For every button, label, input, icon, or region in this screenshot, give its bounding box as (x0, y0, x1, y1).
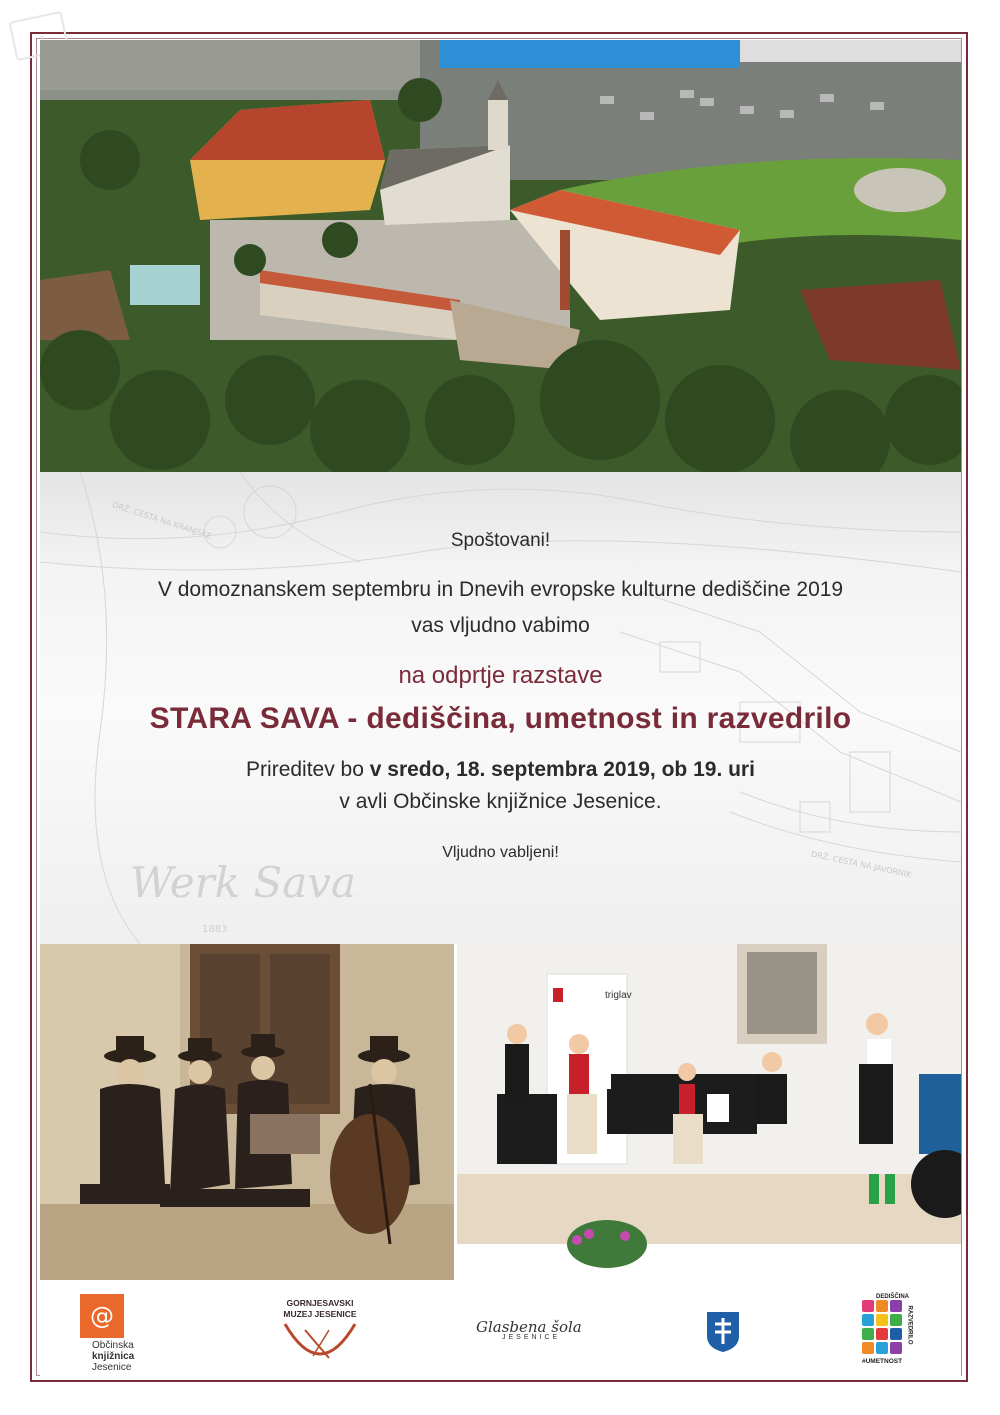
exhibition-title: STARA SAVA - dediščina, umetnost in razvedrilo (149, 702, 852, 735)
musicians-illustration (40, 944, 454, 1280)
museum-logo (275, 1298, 365, 1368)
historic-musicians-photo (40, 944, 454, 1280)
event-datetime: v sredo, 18. septembra 2019, ob 19. uri (369, 758, 755, 781)
map-caption: Werk Sava (130, 858, 357, 907)
ensemble-illustration (457, 944, 961, 1280)
venue-line: v avli Občinske knjižnice Jesenice. (339, 790, 662, 813)
music-school-name: Glasbena šola (476, 1318, 582, 1336)
music-school-logo (476, 1318, 596, 1348)
opening-line: na odprtje razstave (398, 662, 603, 689)
heritage-hashtag: #UMETNOST (862, 1358, 903, 1365)
map-road-label-1: DRŽ. CESTA NA KRANJSKE (111, 500, 213, 541)
municipality-logo (705, 1310, 741, 1354)
intro-line-2: vas vljudno vabimo (411, 614, 590, 637)
map-year: 1883 (202, 924, 228, 935)
event-line (40, 758, 961, 782)
map-road-label-2: DRŽ. CESTA NA JAVORNIK (810, 849, 913, 880)
stand-banner-text: triglav (605, 990, 632, 1001)
library-line-1: Občinska (92, 1340, 134, 1351)
museum-line-2: MUZEJ JESENICE (283, 1309, 357, 1319)
greeting: Spoštovani! (450, 530, 551, 551)
coat-of-arms-icon (705, 1310, 741, 1354)
aerial-photo (40, 40, 961, 472)
library-at-icon: @ (80, 1294, 124, 1338)
intro-line-1: V domoznanskem septembru in Dnevih evropske kulturne dediščine 2019 (157, 578, 844, 601)
library-line-3: Jesenice (92, 1362, 132, 1373)
invitation-panel (40, 472, 961, 944)
library-logo (80, 1294, 170, 1373)
music-school-sub: JESENICE (502, 1334, 561, 1341)
partner-logos (40, 1280, 961, 1376)
heritage-logo (862, 1296, 932, 1366)
museum-emblem-icon (275, 1320, 365, 1366)
heritage-side-label: RAZVEDRILO (906, 1305, 913, 1345)
closing-line: Vljudno vabljeni! (442, 844, 559, 861)
aerial-photo-illustration (40, 40, 961, 472)
children-ensemble-photo (457, 944, 961, 1280)
museum-line-1: GORNJESAVSKI (286, 1298, 354, 1308)
heritage-top-label: DEDIŠČINA (876, 1294, 910, 1300)
library-line-2: knjižnica (92, 1351, 135, 1362)
event-prefix: Prireditev bo (246, 758, 364, 781)
